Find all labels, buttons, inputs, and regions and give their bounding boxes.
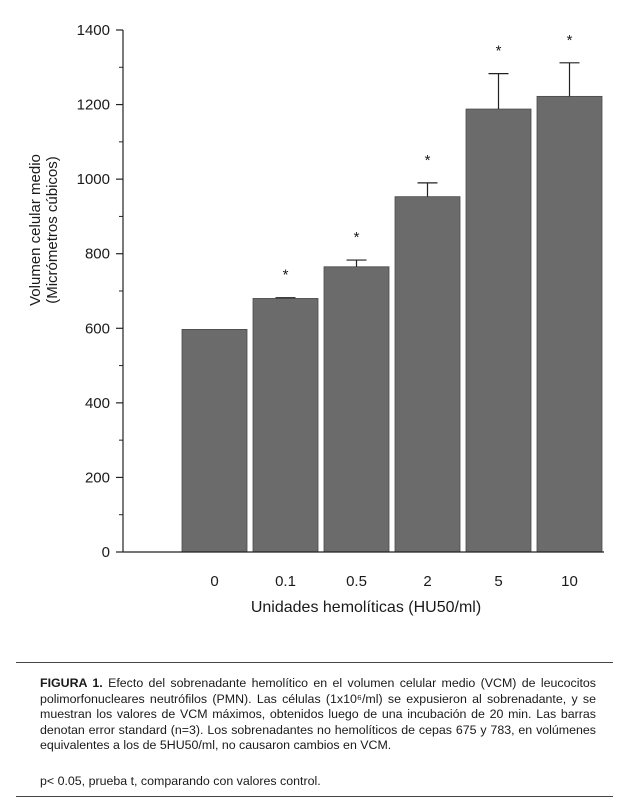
significance-marker-0.5: * — [353, 229, 360, 247]
x-tick-label-2: 2 — [423, 573, 432, 590]
caption-bottom-rule — [16, 796, 613, 797]
bar-0 — [182, 329, 247, 552]
x-tick-label-0.1: 0.1 — [275, 573, 296, 590]
bar-0.5 — [324, 267, 389, 552]
bar-10 — [537, 96, 602, 552]
y-axis-label-line-1: Volumen celular medio — [27, 154, 44, 306]
bar-2 — [395, 197, 460, 552]
x-tick-label-5: 5 — [494, 573, 503, 590]
caption-label: FIGURA 1. — [40, 676, 103, 690]
y-tick-label-400: 400 — [84, 394, 110, 412]
y-tick-label-1000: 1000 — [76, 171, 110, 189]
significance-marker-5: * — [495, 42, 502, 60]
figure-caption — [40, 676, 596, 754]
caption-text: Efecto del sobrenadante hemolítico en el volumen celular medio (VCM) de leucocitos polimorfonucleares neutrófilos (PMN). Las células (1x10⁶/ml) se expusieron al sobrenadante, y se muestran los valores de VCM máximos, obtenidos luego de una incubación de 20 min. Las barras denotan error standard (n=3). Los sobrenadantes no hemolíticos de cepas 675 y 783, en volúmenes equivalentes a los de 5HU50/ml, no causaron cambios en VCM. — [40, 676, 596, 752]
y-axis-label — [27, 154, 61, 306]
significance-marker-10: * — [566, 31, 573, 49]
y-tick-label-1200: 1200 — [76, 96, 110, 114]
caption-top-rule — [16, 662, 613, 663]
y-tick-label-600: 600 — [84, 320, 110, 338]
bar-5 — [466, 109, 531, 552]
significance-marker-0.1: * — [282, 266, 289, 284]
significance-note: p< 0.05, prueba t, comparando con valores control. — [40, 774, 321, 788]
y-tick-label-1400: 1400 — [76, 22, 110, 39]
bar-0.1 — [253, 298, 318, 552]
y-axis-label-line-2: (Micrómetros cúbicos) — [44, 156, 61, 304]
y-tick-label-0: 0 — [101, 544, 110, 561]
y-tick-label-200: 200 — [84, 469, 110, 487]
significance-marker-2: * — [424, 151, 431, 169]
y-tick-label-800: 800 — [84, 245, 110, 263]
x-tick-label-10: 10 — [561, 573, 578, 590]
x-axis-label: Unidades hemolíticas (HU50/ml) — [250, 599, 482, 616]
x-tick-label-0.5: 0.5 — [346, 573, 367, 590]
x-tick-label-0: 0 — [210, 573, 219, 590]
